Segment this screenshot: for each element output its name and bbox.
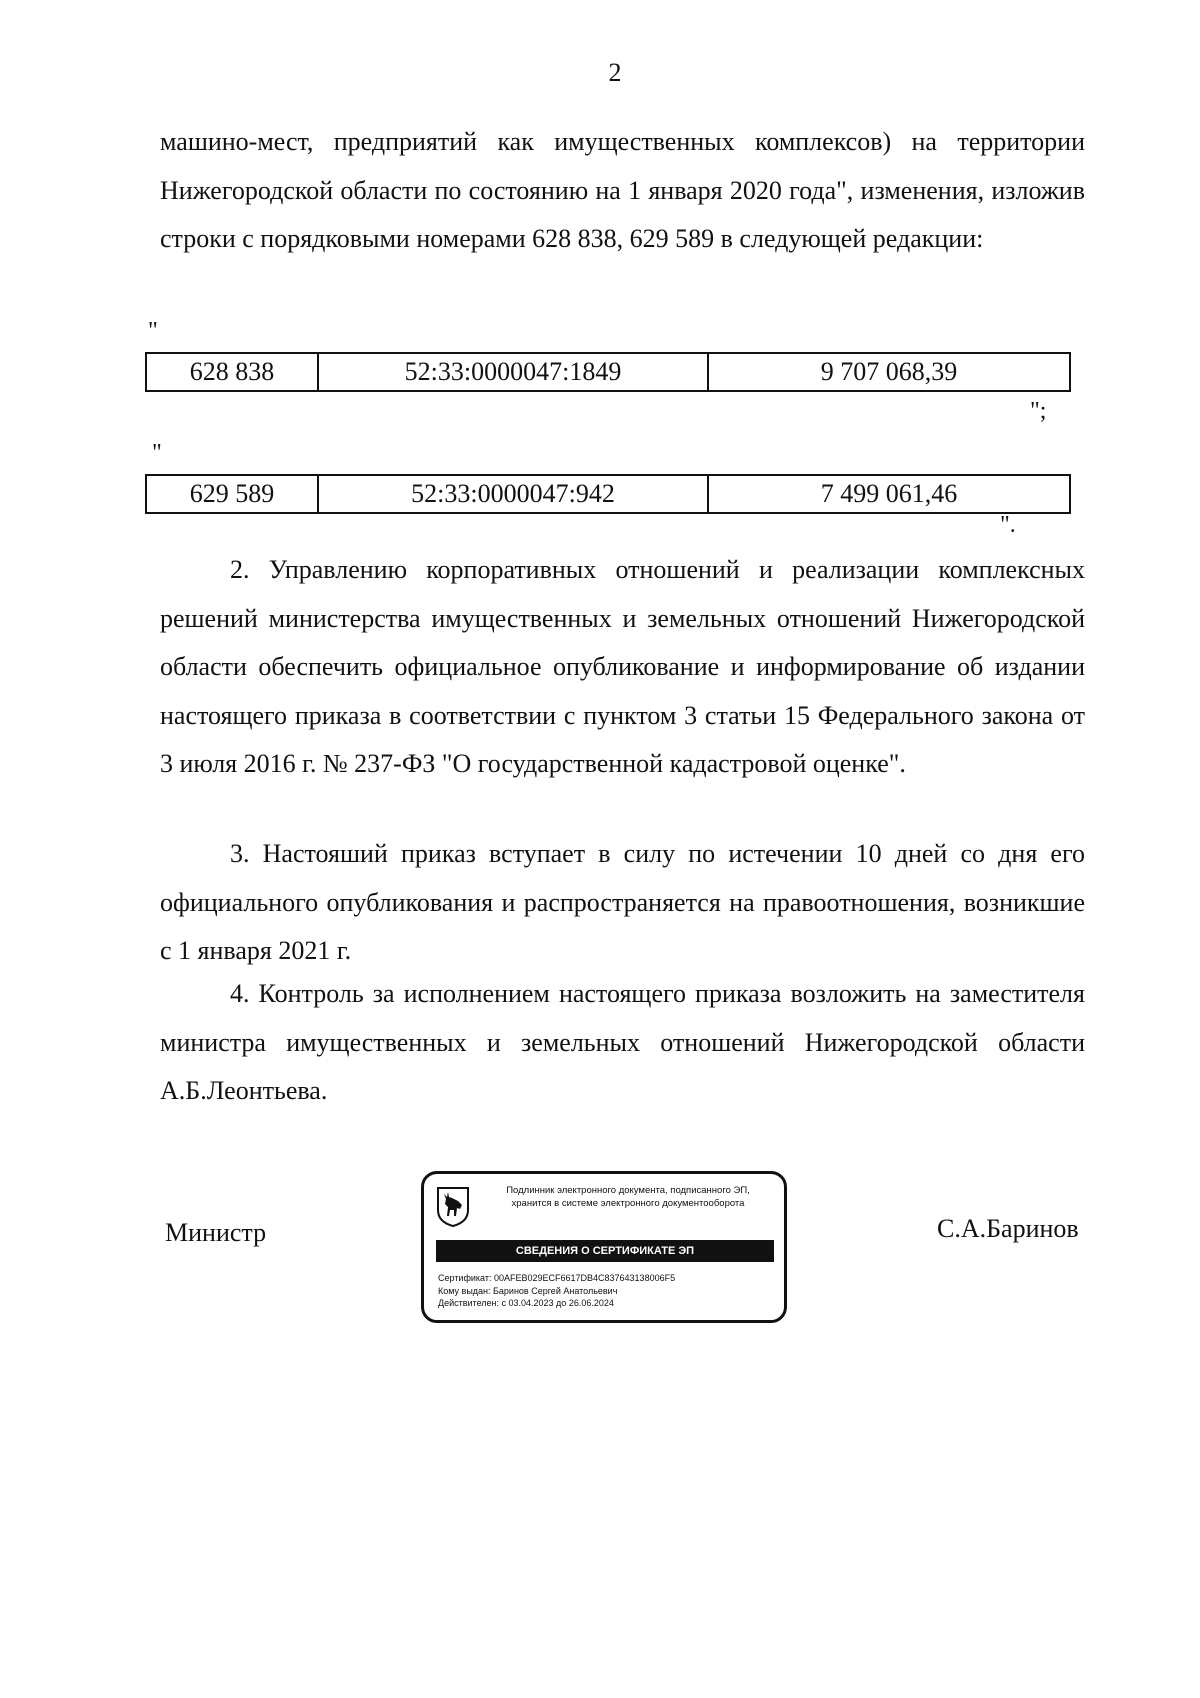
signature-position: Министр xyxy=(165,1218,267,1247)
stamp-title: СВЕДЕНИЯ О СЕРТИФИКАТЕ ЭП xyxy=(436,1240,774,1262)
quote-close-1: "; xyxy=(1030,398,1047,424)
quote-close-2: ". xyxy=(1000,512,1016,538)
cadastral-row-table-1 xyxy=(145,352,1071,392)
validity-line: Действителен: с 03.04.2023 до 26.06.2024 xyxy=(438,1298,614,1308)
electronic-signature-stamp xyxy=(421,1171,787,1323)
stamp-header-line-1: Подлинник электронного документа, подписанного ЭП, xyxy=(506,1185,750,1196)
quote-open-1: " xyxy=(148,318,158,344)
nizhny-novgorod-deer-emblem-icon xyxy=(436,1186,470,1228)
certificate-details xyxy=(438,1272,778,1310)
item-3-paragraph: 3. Настояший приказ вступает в силу по истечении 10 дней со дня его официального опубликования и распространяется на правоотношения, возникшие с 1 января 2021 г. xyxy=(160,839,1085,965)
cadastral-row-table-2 xyxy=(145,474,1071,514)
cadastral-number: 52:33:0000047:1849 xyxy=(318,353,708,391)
signature-name: С.А.Баринов xyxy=(937,1214,1079,1243)
stamp-header-line-2: хранится в системе электронного документооборота xyxy=(511,1198,745,1209)
cadastral-number: 52:33:0000047:942 xyxy=(318,475,708,513)
intro-paragraph: машино-мест, предприятий как имущественных комплексов) на территории Нижегородской области по состоянию на 1 января 2020 года", изменения, изложив строки с порядковыми номерами 628 838, 629 589 в следующей редакции: xyxy=(160,127,1085,253)
cadastral-value: 7 499 061,46 xyxy=(708,475,1070,513)
certificate-line: Сертификат: 00AFEB029ECF6617DB4C8376431380​06F5 xyxy=(438,1273,676,1283)
row-number: 628 838 xyxy=(146,353,318,391)
table-row xyxy=(146,353,1070,391)
cadastral-value: 9 707 068,39 xyxy=(708,353,1070,391)
stamp-header xyxy=(480,1184,776,1210)
page-number: 2 xyxy=(608,58,622,87)
issued-to-line: Кому выдан: Баринов Сергей Анатольевич xyxy=(438,1285,618,1296)
item-2-paragraph: 2. Управлению корпоративных отношений и реализации комплексных решений министерства имущественных и земельных отношений Нижегородской области обеспечить официальное опубликование и информирование об издании настоящего приказа в соответствии с пунктом 3 статьи 15 Федерального закона от 3 июля 2016 г. № 237-ФЗ "О государственной кадастровой оценке". xyxy=(160,555,1085,778)
table-row xyxy=(146,475,1070,513)
item-4-paragraph: 4. Контроль за исполнением настоящего приказа возложить на заместителя министра имущественных и земельных отношений Нижегородской области А.Б.Леонтьева. xyxy=(160,979,1085,1105)
row-number: 629 589 xyxy=(146,475,318,513)
quote-open-2: " xyxy=(152,440,162,466)
